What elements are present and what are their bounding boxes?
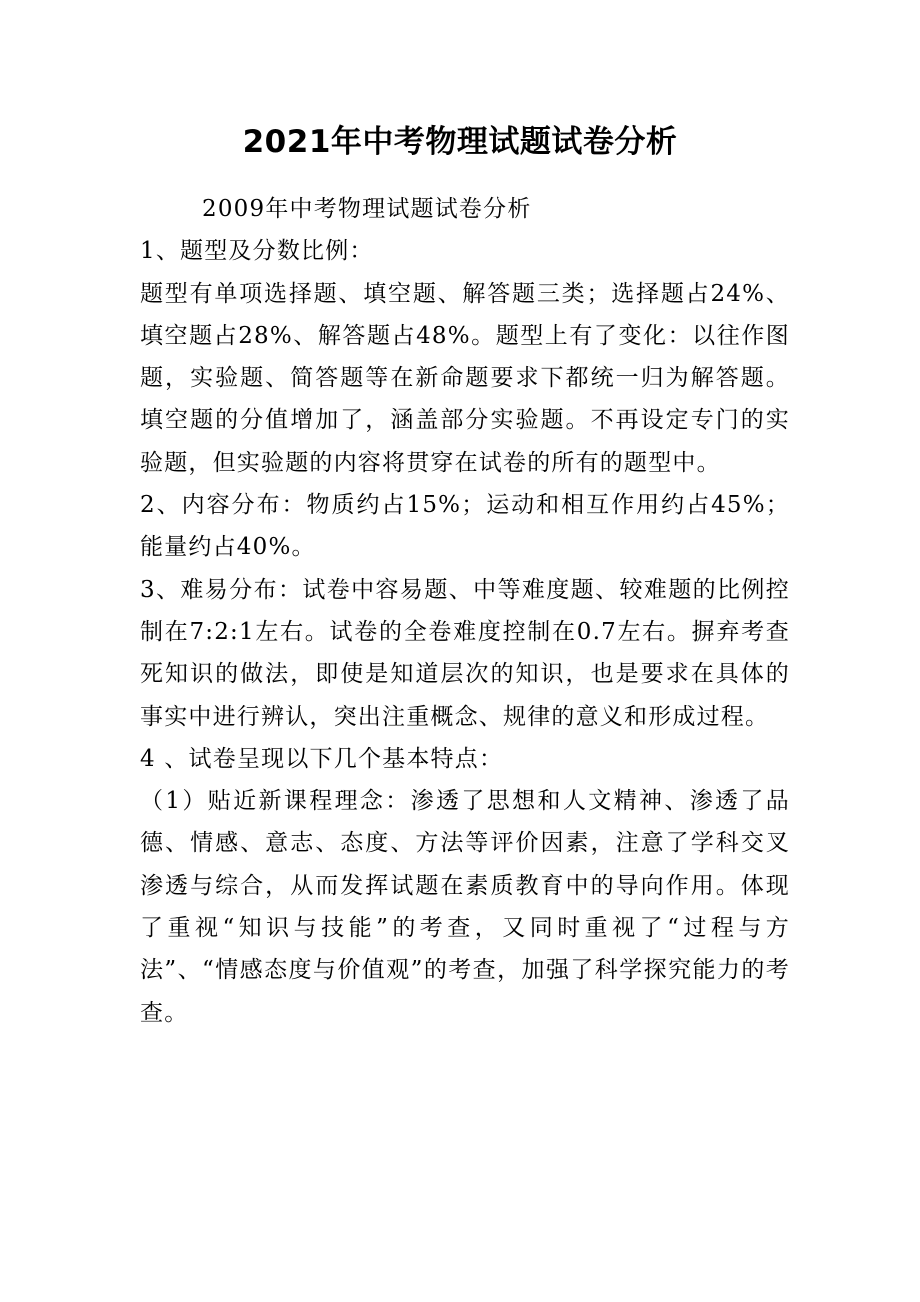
document-title: 2021年中考物理试题试卷分析 [242, 124, 678, 160]
section-heading-4: 4 、试卷呈现以下几个基本特点： [140, 745, 504, 772]
paragraph-content-distribution: 2、内容分布：物质约占15%；运动和相互作用约占45%；能量约占40%。 [140, 492, 790, 561]
paragraph-feature-1: （1）贴近新课程理念：渗透了思想和人文精神、渗透了品德、情感、意志、态度、方法等评价因素，注意了学科交叉渗透与综合，从而发挥试题在素质教育中的导向作用。体现了重视“知识与技能”的考查，又同时重视了“过程与方法”、“情感态度与价值观”的考查，加强了科学探究能力的考查。 [140, 788, 790, 1026]
paragraph-difficulty-distribution: 3、难易分布：试卷中容易题、中等难度题、较难题的比例控制在7:2:1左右。试卷的全卷难度控制在0.7左右。摒弃考查死知识的做法，即使是知道层次的知识，也是要求在具体的事实中进行辨认，突出注重概念、规律的意义和形成过程。 [140, 576, 790, 730]
document-body [140, 188, 790, 1034]
document-subtitle: 2009年中考物理试题试卷分析 [202, 196, 532, 222]
paragraph-question-types: 题型有单项选择题、填空题、解答题三类；选择题占24%、填空题占28%、解答题占48%。题型上有了变化：以往作图题，实验题、简答题等在新命题要求下都统一归为解答题。填空题的分值增加了，涵盖部分实验题。不再设定专门的实验题，但实验题的内容将贯穿在试卷的所有的题型中。 [140, 280, 790, 476]
section-heading-1: 1、题型及分数比例： [140, 238, 374, 265]
